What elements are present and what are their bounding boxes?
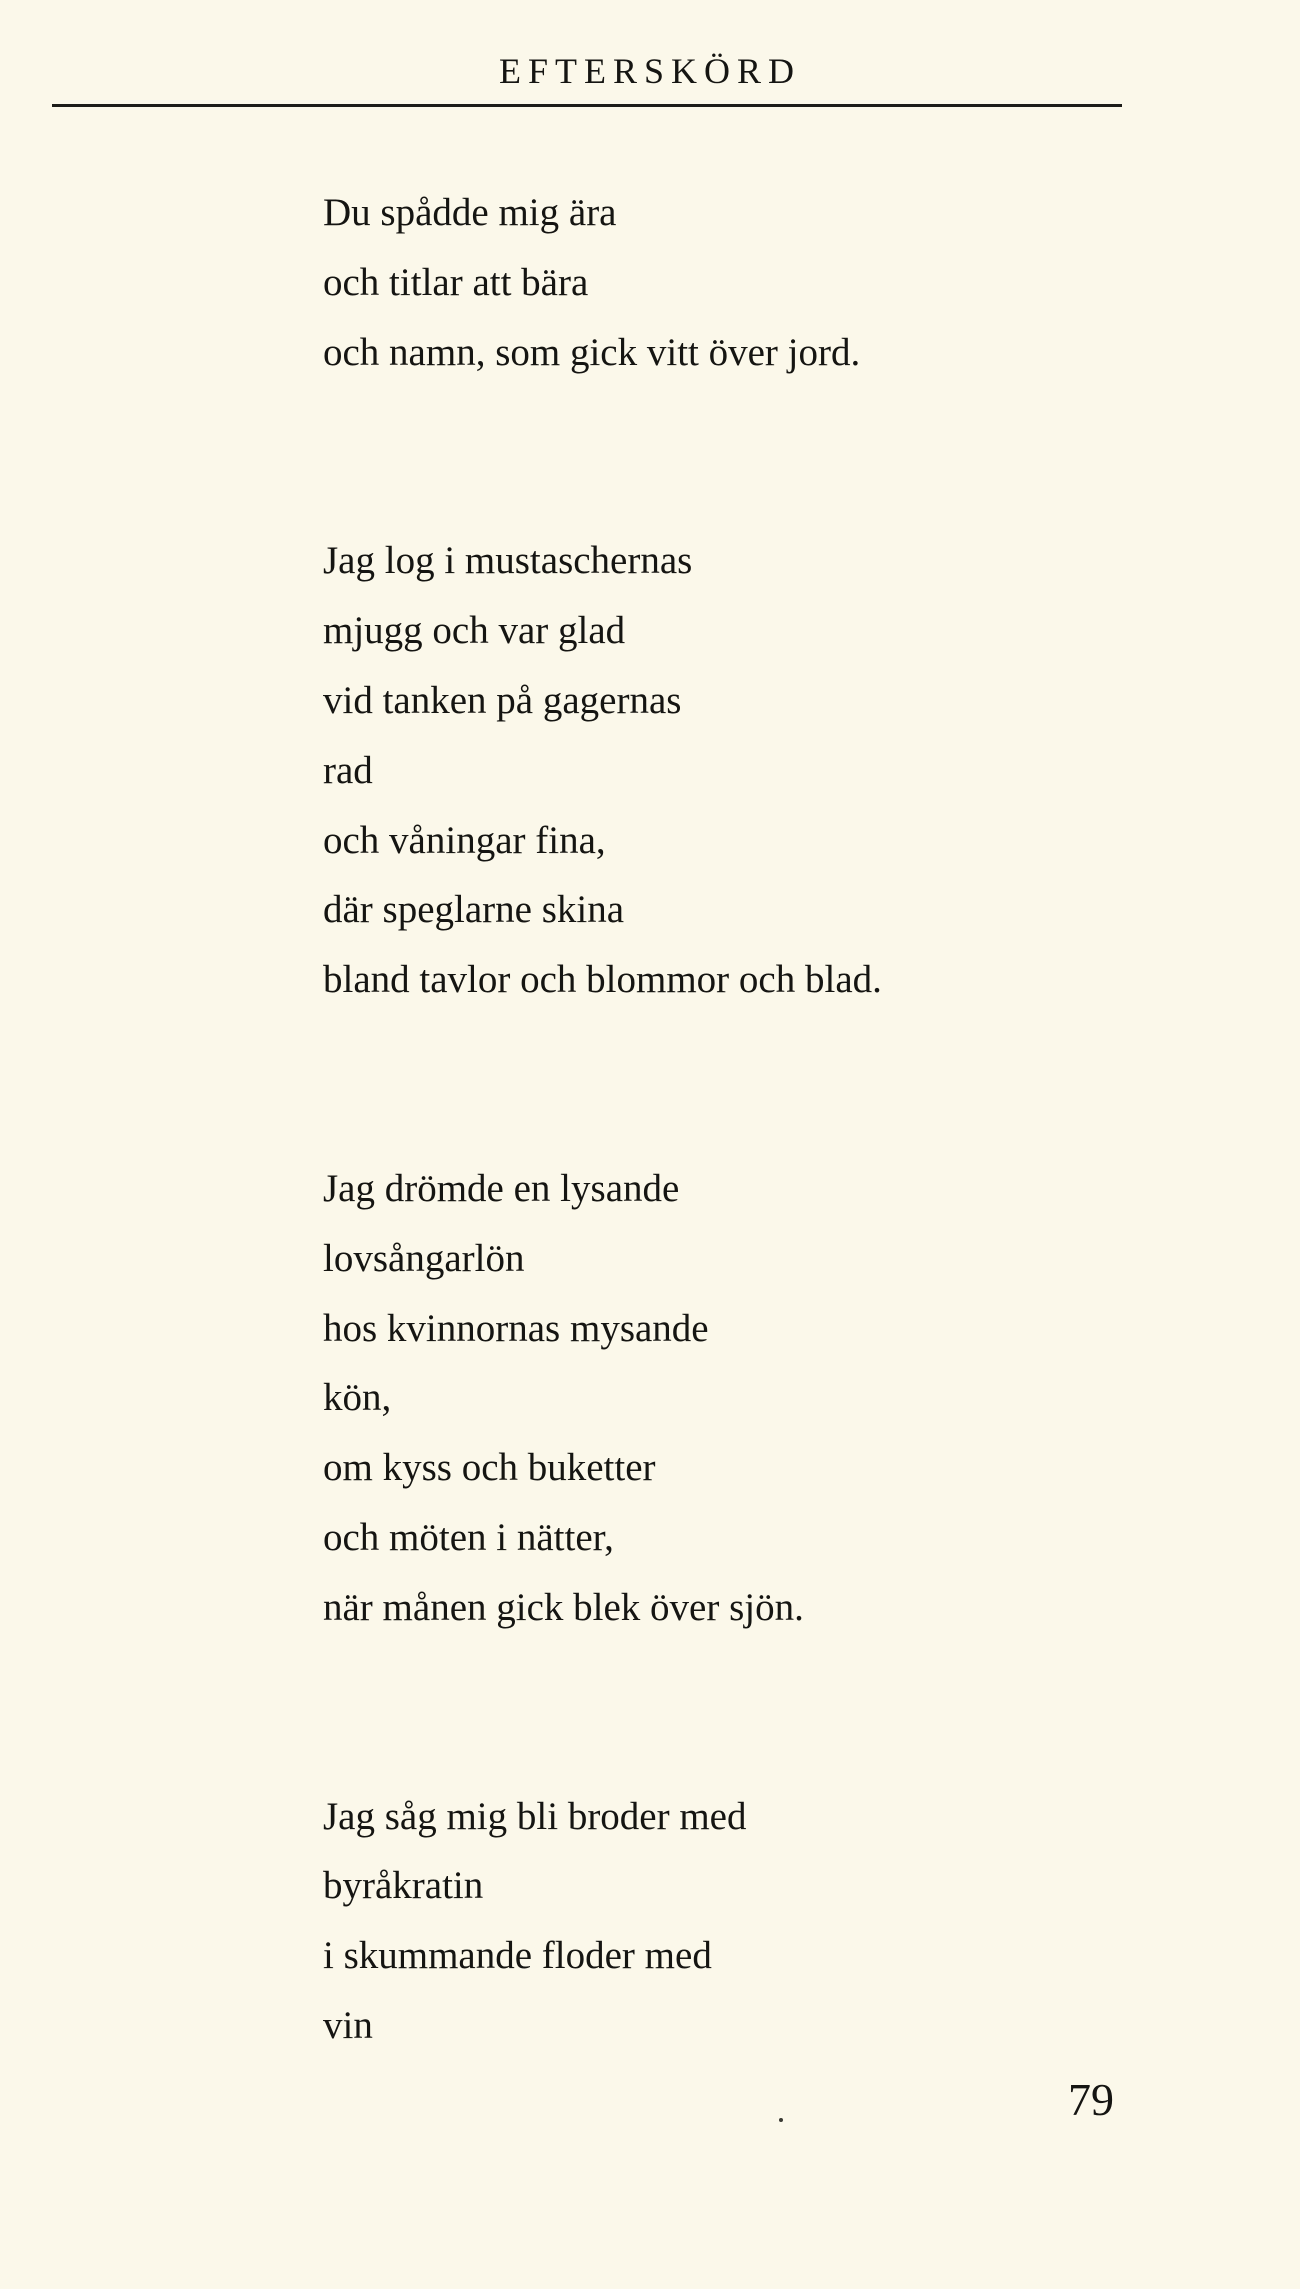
verse-line: vid tanken på gagernas <box>323 678 682 722</box>
verse-line: kön, <box>323 1376 392 1420</box>
verse-line: mjugg och var glad <box>323 609 626 653</box>
header-rule <box>52 104 1122 107</box>
verse-line: hos kvinnornas mysande <box>323 1306 709 1350</box>
poem <box>323 178 1223 2200</box>
verse-line: Jag drömde en lysande <box>323 1166 680 1210</box>
verse-line: i skummande floder med <box>323 1934 712 1978</box>
verse-line: bland tavlor och blommor och blad. <box>323 958 882 1002</box>
stanza <box>323 1154 1223 1643</box>
verse-line: och titlar att bära <box>323 260 589 304</box>
ink-speck <box>779 2118 783 2122</box>
verse-line: vin <box>323 2003 373 2047</box>
verse-line: där speglarne skina <box>323 888 625 932</box>
stanza <box>323 178 1223 387</box>
stanza <box>323 1782 1223 2061</box>
verse-line: och namn, som gick vitt över jord. <box>323 330 861 374</box>
verse-line: rad <box>323 748 373 792</box>
verse-line: byråkratin <box>323 1864 484 1908</box>
verse-line: Jag log i mustaschernas <box>323 539 693 583</box>
stanza <box>323 526 1223 1015</box>
verse-line: när månen gick blek över sjön. <box>323 1585 804 1629</box>
verse-line: om kyss och buketter <box>323 1446 656 1490</box>
running-head: EFTERSKÖRD <box>498 51 802 91</box>
verse-line: lovsångarlön <box>323 1236 525 1280</box>
verse-line: Du spådde mig ära <box>323 191 617 234</box>
page-number: 79 <box>1068 2074 1114 2125</box>
verse-line: och våningar fina, <box>323 818 606 862</box>
verse-line: Jag såg mig bli broder med <box>323 1794 747 1838</box>
verse-line: och möten i nätter, <box>323 1515 614 1559</box>
